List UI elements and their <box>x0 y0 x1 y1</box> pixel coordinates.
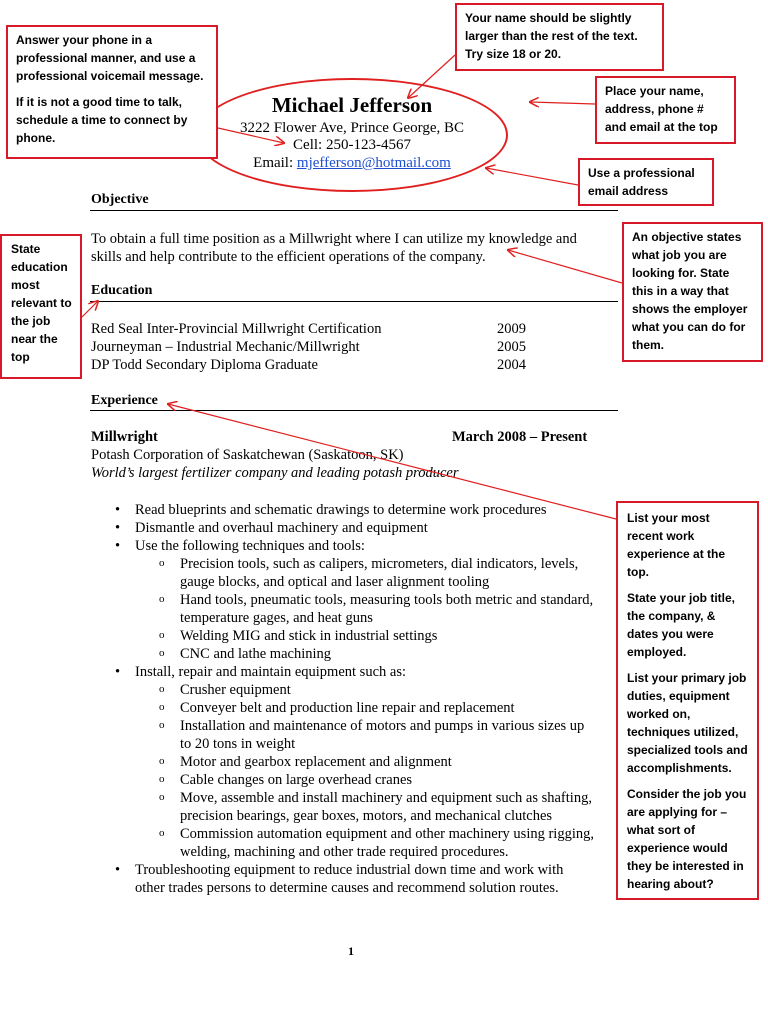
callout-experience-text-4: Consider the job you are applying for – what sort of experience would they be interested in hearing about? <box>627 787 747 891</box>
callout-email <box>578 158 714 206</box>
equipment-text: Move, assemble and install machinery and equipment such as shafting, <box>180 790 592 806</box>
duty-item: • Read blueprints and schematic drawings to determine work procedures <box>91 501 611 519</box>
education-heading: Education <box>91 283 153 298</box>
callout-experience-text-2: State your job title, the company, & dates you were employed. <box>627 591 736 659</box>
callout-place-name <box>595 76 736 144</box>
arrow-experience <box>168 404 616 519</box>
equipment-text: precision bearings, gear boxes, motors, and mechanical clutches <box>180 808 553 824</box>
education-item-name: Journeyman – Industrial Mechanic/Millwright <box>91 339 360 355</box>
education-item-year: 2004 <box>497 357 526 373</box>
company-description: World’s largest fertilizer company and leading potash producer <box>91 465 459 481</box>
callout-email-text: Use a professional email address <box>588 166 695 198</box>
arrow-education <box>82 301 98 317</box>
technique-text: gauge blocks, and optical and laser alignment tooling <box>180 574 490 590</box>
arrow-phone <box>218 128 284 143</box>
callout-experience-text-1: List your most recent work experience at the top. <box>627 511 726 579</box>
technique-text: Hand tools, pneumatic tools, measuring tools both metric and standard, <box>180 592 594 608</box>
technique-text: Precision tools, such as calipers, micrometers, dial indicators, levels, <box>180 556 579 572</box>
arrow-name-size <box>408 55 455 98</box>
applicant-phone: Cell: 250-123-4567 <box>293 137 411 153</box>
equipment-item: o Conveyer belt and production line repair and replacement <box>135 699 611 717</box>
email-label: Email: <box>253 155 297 171</box>
technique-item: o Welding MIG and stick in industrial settings <box>135 627 611 645</box>
callout-education-text: State education most relevant to the job near the top <box>11 242 72 364</box>
equipment-item: o Cable changes on large overhead cranes <box>135 771 611 789</box>
callout-experience <box>616 501 759 900</box>
equipment-text: Commission automation equipment and other machinery using rigging, <box>180 826 594 842</box>
callout-objective <box>622 222 763 362</box>
callout-name-size <box>455 3 664 71</box>
duty-item: • Dismantle and overhaul machinery and equipment <box>91 519 611 537</box>
duty-item-text: Use the following techniques and tools: <box>135 538 365 554</box>
applicant-address: 3222 Flower Ave, Prince George, BC <box>240 120 464 136</box>
equipment-item: o Motor and gearbox replacement and alignment <box>135 753 611 771</box>
equipment-text: to 20 tons in weight <box>180 736 296 752</box>
education-item-year: 2005 <box>497 339 526 355</box>
job-dates: March 2008 – Present <box>452 429 588 445</box>
callout-phone-text-1: Answer your phone in a professional manner, and use a professional voicemail message. <box>16 33 204 83</box>
equipment-item: o Crusher equipment <box>135 681 611 699</box>
education-item-name: DP Todd Secondary Diploma Graduate <box>91 357 318 373</box>
page-number: 1 <box>348 944 354 958</box>
arrow-place-name <box>530 102 595 104</box>
arrow-objective <box>508 250 622 283</box>
education-item-year: 2009 <box>497 321 526 337</box>
arrow-email <box>486 168 578 185</box>
callout-phone-text-2: If it is not a good time to talk, schedule a time to connect by phone. <box>16 95 188 145</box>
equipment-text: Installation and maintenance of motors and pumps in various sizes up <box>180 718 585 734</box>
company-name: Potash Corporation of Saskatchewan (Saskatoon, SK) <box>91 447 404 463</box>
education-item-name: Red Seal Inter-Provincial Millwright Certification <box>91 321 382 337</box>
duty-item-text: other trades persons to determine causes and recommend solution routes. <box>135 880 559 896</box>
experience-heading: Experience <box>91 393 158 408</box>
equipment-text: welding, machining and other trade required procedures. <box>180 844 509 860</box>
objective-text-line-1: To obtain a full time position as a Millwright where I can utilize my knowledge and <box>91 231 577 247</box>
objective-heading: Objective <box>91 192 149 207</box>
email-link[interactable]: mjefferson@hotmail.com <box>296 155 451 171</box>
objective-text-line-2: skills and help contribute to the efficient operations of the company. <box>91 249 486 265</box>
duty-item-text: Install, repair and maintain equipment such as: <box>135 664 406 680</box>
callout-education <box>0 234 82 379</box>
callout-experience-text-3: List your primary job duties, equipment worked on, techniques utilized, specialized tools and accomplishments. <box>627 671 748 775</box>
callout-objective-text: An objective states what job you are looking for. State this in a way that shows the employer what you can do for them. <box>632 230 748 352</box>
applicant-name: Michael Jefferson <box>271 93 433 117</box>
duty-item-text: Troubleshooting equipment to reduce industrial down time and work with <box>135 862 564 878</box>
job-title: Millwright <box>91 429 158 445</box>
callout-place-name-text: Place your name, address, phone # and email at the top <box>605 84 718 134</box>
technique-text: temperature gages, and heat guns <box>180 610 373 626</box>
callout-phone <box>6 25 218 159</box>
callout-name-size-text: Your name should be slightly larger than the rest of the text. Try size 18 or 20. <box>465 11 638 61</box>
technique-item: o CNC and lathe machining <box>135 645 611 663</box>
